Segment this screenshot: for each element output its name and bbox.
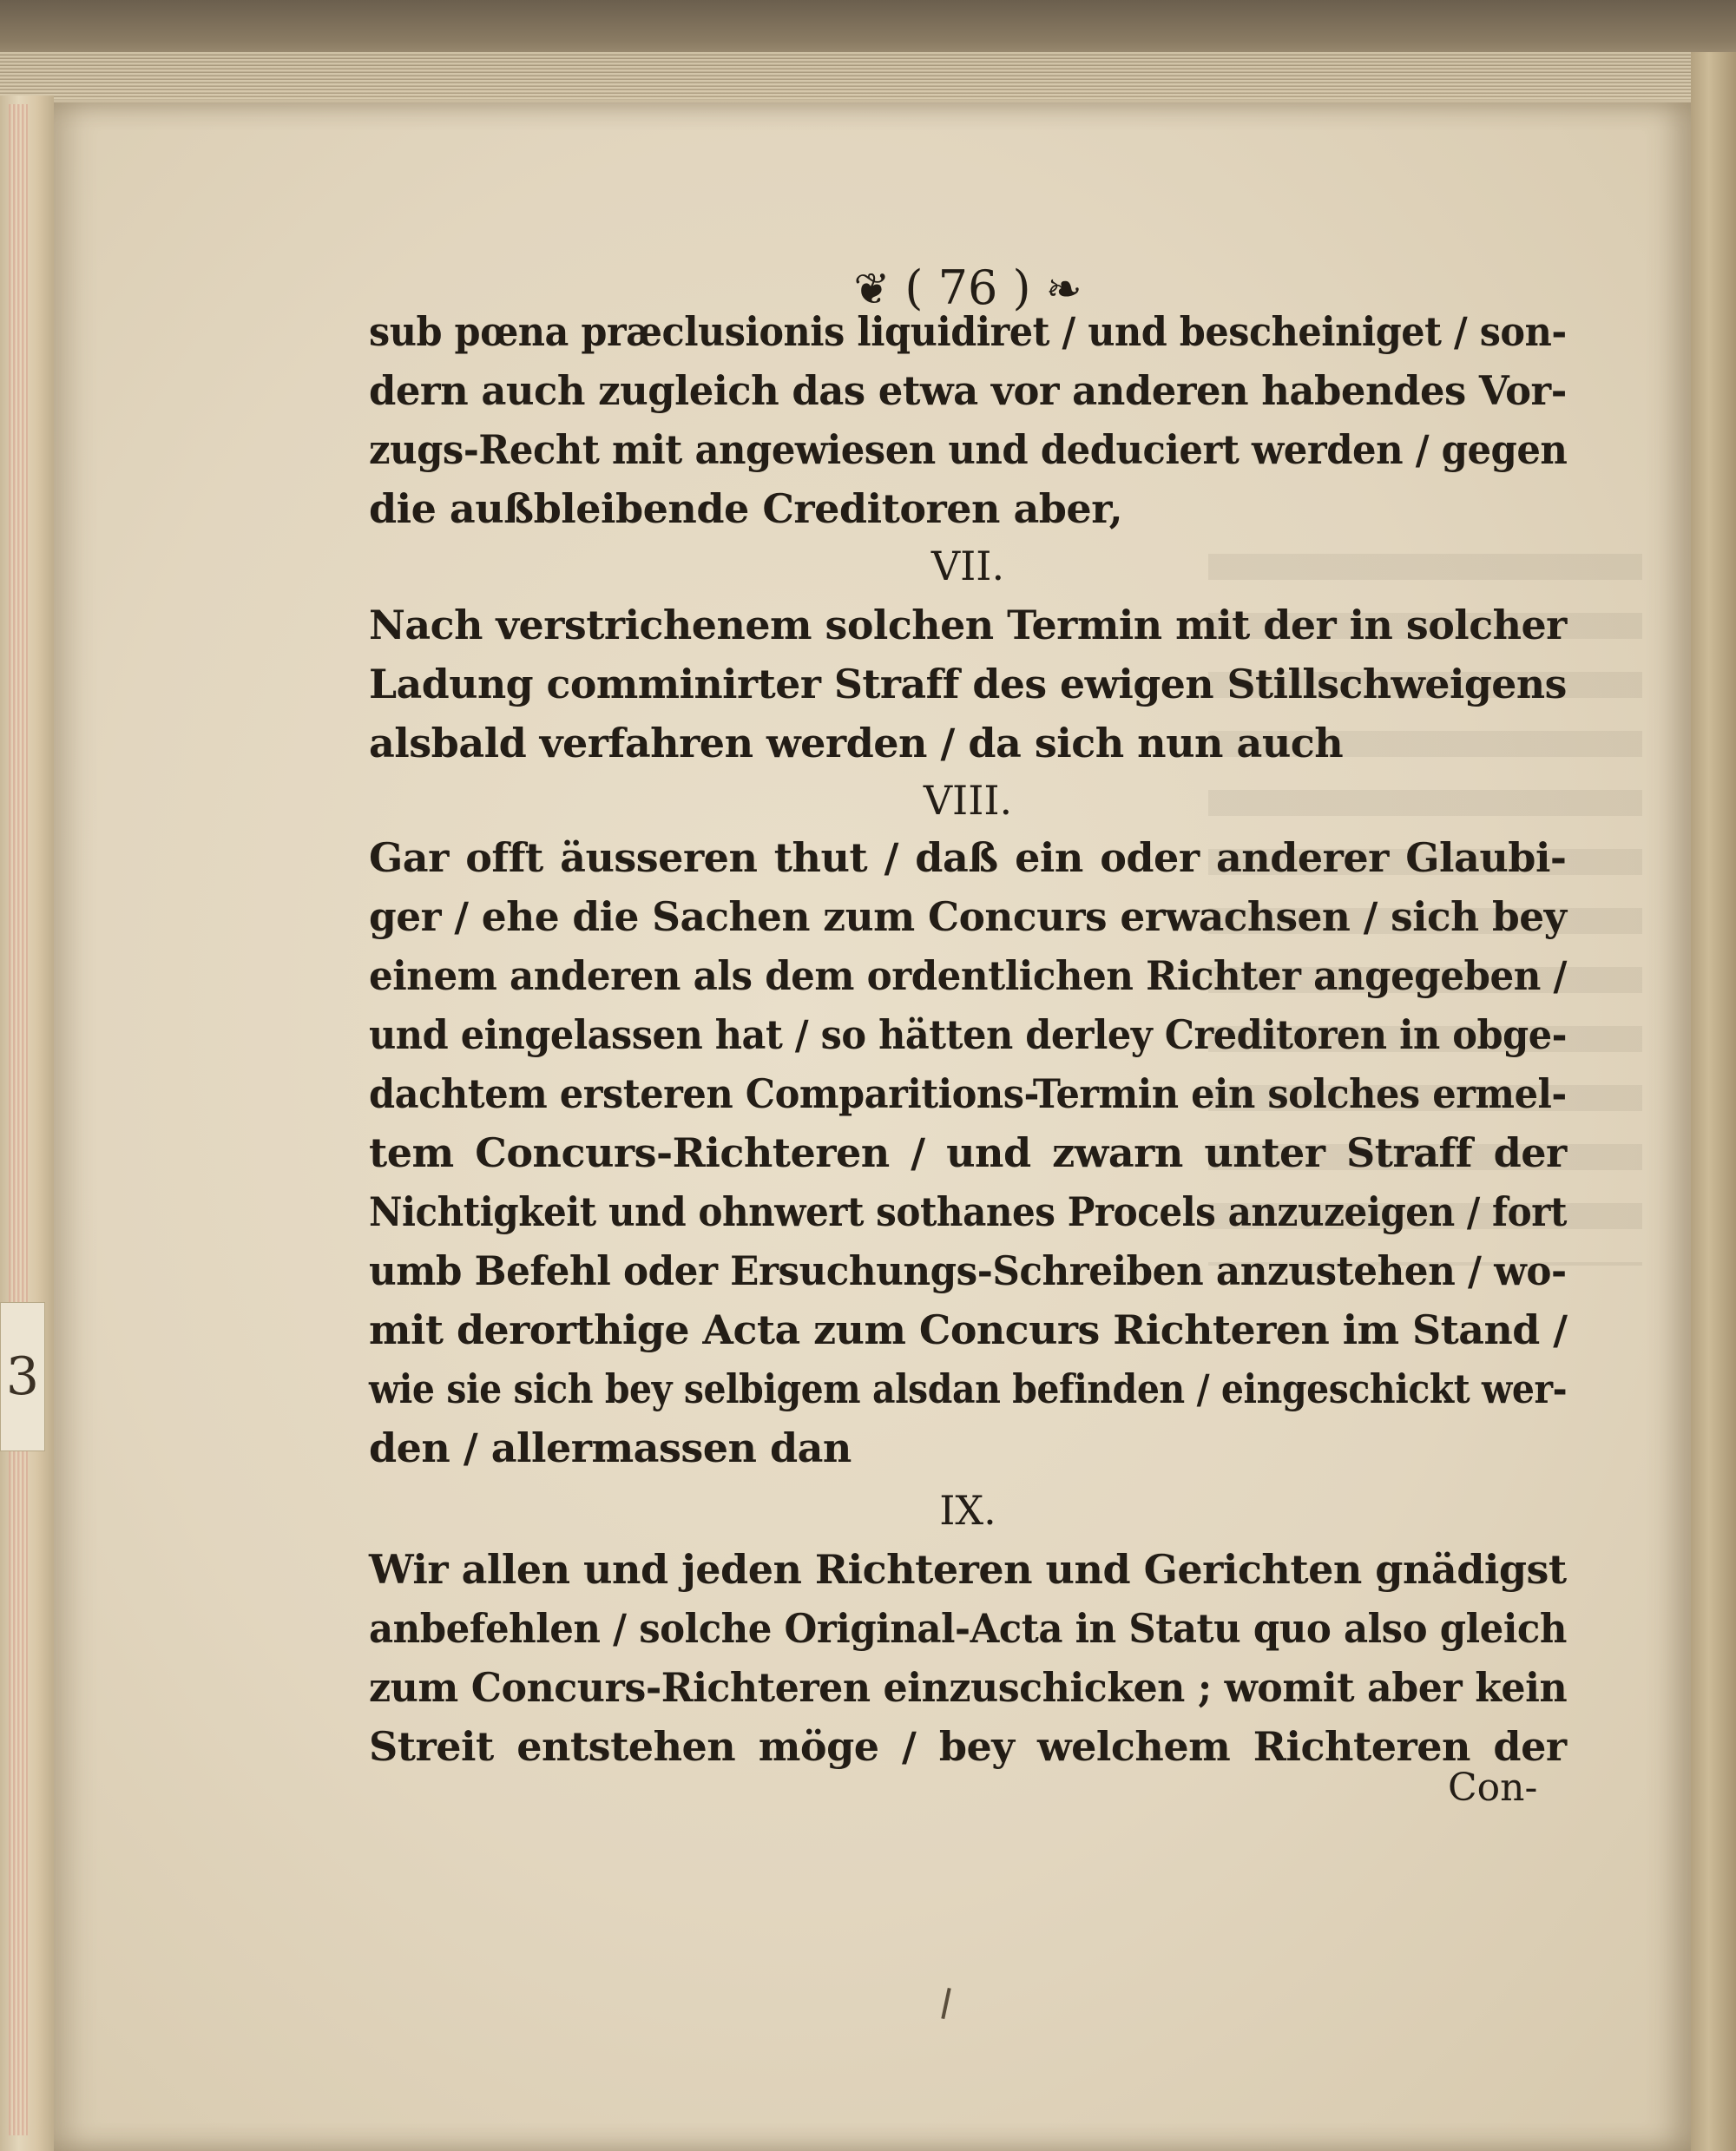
text-line: den / allermassen dan (369, 1424, 852, 1471)
text-line: zum Concurs-Richteren einzuschicken ; womit aber kein (369, 1664, 1568, 1711)
text-line: anbefehlen / solche Original-Acta in Statu quo also gleich (369, 1605, 1567, 1652)
text-line: tem Concurs-Richteren / und zwarn unter Straff der (369, 1129, 1567, 1176)
catchword: Con- (1448, 1766, 1538, 1810)
section-heading-vii: VII. (930, 543, 1005, 589)
text-line: ger / ehe die Sachen zum Concurs erwachsen / sich bey (369, 893, 1567, 940)
red-edge-stain (9, 104, 28, 2135)
text-line: und eingelassen hat / so hätten derley Creditoren in obge- (369, 1011, 1567, 1058)
text-line: wie sie sich bey selbigem alsdan befinden / eingeschickt wer- (369, 1365, 1568, 1412)
paper-tab-marker (0, 1302, 45, 1451)
tab-mark-text: 3 (5, 1346, 40, 1407)
text-line: Gar offt äusseren thut / daß ein oder anderer Glaubi- (369, 834, 1567, 881)
text-line: sub pœna præclusionis liquidiret / und bescheiniget / son- (369, 308, 1567, 355)
page-stack-edge (0, 52, 1727, 100)
text-line: dachtem ersteren Comparitions-Termin ein solches ermel- (369, 1070, 1567, 1117)
text-line: Streit entstehen möge / bey welchem Richteren der (369, 1723, 1567, 1770)
page-number-text: ( 76 ) (904, 260, 1031, 315)
fleuron-left-icon: ❦ (853, 264, 891, 314)
text-line: Nichtigkeit und ohnwert sothanes Procels anzuzeigen / fort (369, 1188, 1567, 1235)
text-line: einem anderen als dem ordentlichen Richter angegeben / (369, 952, 1567, 999)
text-line: Wir allen und jeden Richteren und Gerichten gnädigst (369, 1546, 1567, 1593)
text-line: Ladung comminirter Straff des ewigen Stillschweigens (369, 661, 1567, 707)
fleuron-right-icon: ❧ (1045, 264, 1082, 314)
text-line: umb Befehl oder Ersuchungs-Schreiben anzustehen / wo- (369, 1247, 1567, 1294)
section-heading-viii: VIII. (923, 777, 1013, 824)
right-page-edge (1691, 52, 1736, 2151)
section-heading-ix: IX. (939, 1487, 996, 1534)
text-line: alsbald verfahren werden / da sich nun auch (369, 720, 1344, 766)
text-line: die außbleibende Creditoren aber, (369, 485, 1123, 532)
text-line: dern auch zugleich das etwa vor anderen habendes Vor- (369, 367, 1567, 414)
text-line: zugs-Recht mit angewiesen und deduciert werden / gegen (369, 426, 1568, 473)
text-line: Nach verstrichenem solchen Termin mit der in solcher (369, 602, 1567, 648)
text-line: mit derorthige Acta zum Concurs Richteren im Stand / (369, 1306, 1568, 1353)
